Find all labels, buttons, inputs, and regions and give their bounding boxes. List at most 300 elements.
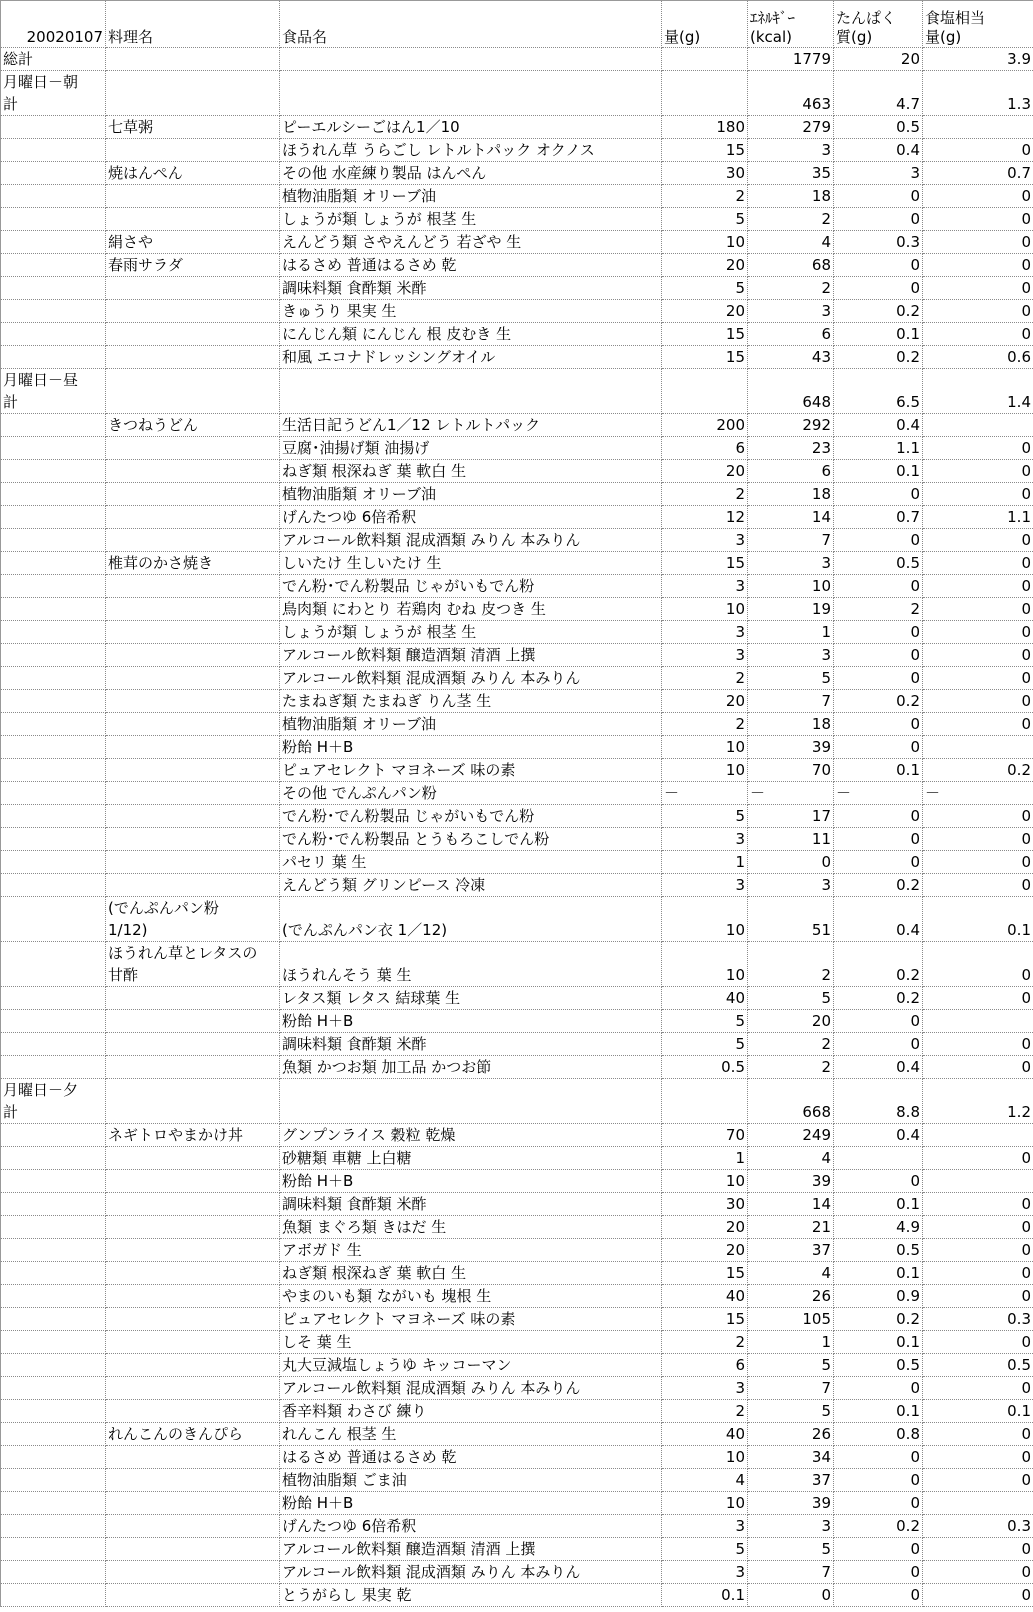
salt-cell[interactable]: 0 (923, 621, 1033, 644)
salt-cell[interactable]: 0.2 (923, 759, 1033, 782)
salt-cell[interactable]: 0 (923, 1262, 1033, 1285)
energy-cell[interactable]: 3 (748, 644, 834, 667)
food-cell[interactable]: 植物油脂類 オリーブ油 (280, 483, 662, 506)
salt-cell[interactable]: 1.2 (923, 1079, 1033, 1124)
salt-cell[interactable]: 0 (923, 851, 1033, 874)
food-cell[interactable] (280, 48, 662, 71)
salt-cell[interactable]: 0.1 (923, 897, 1033, 942)
salt-cell[interactable]: 0 (923, 1033, 1033, 1056)
food-cell[interactable]: げんたつゆ 6倍希釈 (280, 506, 662, 529)
amount-cell[interactable]: 20 (662, 460, 748, 483)
salt-cell[interactable]: 0 (923, 644, 1033, 667)
amount-cell[interactable]: 3 (662, 1515, 748, 1538)
dish-cell[interactable] (106, 1400, 280, 1423)
dish-cell[interactable] (106, 1239, 280, 1262)
amount-cell[interactable]: 5 (662, 1538, 748, 1561)
salt-cell[interactable]: 0.6 (923, 346, 1033, 369)
food-cell[interactable]: でん粉･でん粉製品 とうもろこしでん粉 (280, 828, 662, 851)
label-cell[interactable] (1, 437, 106, 460)
protein-cell[interactable]: 0.2 (834, 346, 923, 369)
dish-cell[interactable] (106, 713, 280, 736)
amount-cell[interactable]: 10 (662, 1170, 748, 1193)
amount-cell[interactable]: 20 (662, 1216, 748, 1239)
label-cell[interactable] (1, 1285, 106, 1308)
dish-cell[interactable] (106, 71, 280, 116)
dish-cell[interactable]: れんこんのきんぴら (106, 1423, 280, 1446)
food-cell[interactable]: ねぎ類 根深ねぎ 葉 軟白 生 (280, 1262, 662, 1285)
energy-cell[interactable]: 668 (748, 1079, 834, 1124)
amount-cell[interactable]: 10 (662, 759, 748, 782)
amount-cell[interactable]: 5 (662, 1010, 748, 1033)
food-cell[interactable]: その他 水産練り製品 はんぺん (280, 162, 662, 185)
energy-cell[interactable]: 43 (748, 346, 834, 369)
label-cell[interactable] (1, 1010, 106, 1033)
dish-cell[interactable] (106, 1033, 280, 1056)
food-cell[interactable]: (でんぷんパン衣 1／12) (280, 897, 662, 942)
salt-cell[interactable]: 0 (923, 437, 1033, 460)
protein-cell[interactable]: 0.1 (834, 1400, 923, 1423)
protein-cell[interactable]: 0 (834, 1469, 923, 1492)
amount-cell[interactable]: － (662, 782, 748, 805)
dish-cell[interactable] (106, 1285, 280, 1308)
amount-cell[interactable]: 5 (662, 805, 748, 828)
dish-cell[interactable] (106, 1079, 280, 1124)
salt-cell[interactable] (923, 1170, 1033, 1193)
label-cell[interactable] (1, 667, 106, 690)
label-cell[interactable] (1, 277, 106, 300)
salt-cell[interactable] (923, 116, 1033, 139)
salt-cell[interactable]: 0 (923, 254, 1033, 277)
energy-cell[interactable]: 2 (748, 1056, 834, 1079)
protein-cell[interactable]: 0.1 (834, 1193, 923, 1216)
label-cell[interactable] (1, 1239, 106, 1262)
salt-cell[interactable]: 0 (923, 1193, 1033, 1216)
food-cell[interactable]: アルコール飲料類 醸造酒類 清酒 上撰 (280, 1538, 662, 1561)
salt-cell[interactable]: 0 (923, 1469, 1033, 1492)
label-cell[interactable] (1, 300, 106, 323)
protein-cell[interactable]: 0 (834, 1377, 923, 1400)
food-cell[interactable] (280, 1079, 662, 1124)
salt-cell[interactable]: 0 (923, 713, 1033, 736)
food-cell[interactable]: ほうれん草 うらごし レトルトパック オクノス (280, 139, 662, 162)
salt-cell[interactable]: 1.4 (923, 369, 1033, 414)
food-cell[interactable]: 調味料類 食酢類 米酢 (280, 1193, 662, 1216)
energy-cell[interactable]: 51 (748, 897, 834, 942)
protein-cell[interactable]: 0 (834, 1033, 923, 1056)
amount-cell[interactable]: 10 (662, 736, 748, 759)
label-cell[interactable] (1, 828, 106, 851)
amount-cell[interactable]: 2 (662, 185, 748, 208)
dish-cell[interactable] (106, 575, 280, 598)
amount-cell[interactable]: 10 (662, 598, 748, 621)
dish-cell[interactable] (106, 851, 280, 874)
dish-cell[interactable]: 七草粥 (106, 116, 280, 139)
dish-cell[interactable] (106, 828, 280, 851)
energy-cell[interactable]: 7 (748, 690, 834, 713)
dish-cell[interactable] (106, 48, 280, 71)
label-cell[interactable] (1, 644, 106, 667)
salt-cell[interactable]: 0 (923, 529, 1033, 552)
energy-cell[interactable]: 4 (748, 1147, 834, 1170)
dish-cell[interactable] (106, 874, 280, 897)
energy-cell[interactable]: 17 (748, 805, 834, 828)
food-cell[interactable]: しょうが類 しょうが 根茎 生 (280, 208, 662, 231)
salt-cell[interactable]: 0.7 (923, 162, 1033, 185)
dish-cell[interactable]: ほうれん草とレタスの 甘酢 (106, 942, 280, 987)
food-cell[interactable]: 植物油脂類 オリーブ油 (280, 713, 662, 736)
salt-cell[interactable]: 0 (923, 185, 1033, 208)
amount-cell[interactable]: 3 (662, 1561, 748, 1584)
protein-cell[interactable]: 0.1 (834, 460, 923, 483)
label-cell[interactable] (1, 139, 106, 162)
amount-cell[interactable]: 1 (662, 851, 748, 874)
label-cell[interactable] (1, 1423, 106, 1446)
dish-cell[interactable]: 春雨サラダ (106, 254, 280, 277)
dish-cell[interactable] (106, 323, 280, 346)
dish-cell[interactable] (106, 369, 280, 414)
energy-cell[interactable]: 18 (748, 713, 834, 736)
salt-cell[interactable]: 0 (923, 483, 1033, 506)
label-cell[interactable] (1, 713, 106, 736)
dish-cell[interactable]: (でんぷんパン粉 1/12) (106, 897, 280, 942)
protein-cell[interactable]: 0.2 (834, 987, 923, 1010)
food-cell[interactable]: 香辛料類 わさび 練り (280, 1400, 662, 1423)
food-cell[interactable]: とうがらし 果実 乾 (280, 1584, 662, 1607)
energy-cell[interactable]: 5 (748, 1354, 834, 1377)
amount-cell[interactable]: 70 (662, 1124, 748, 1147)
protein-cell[interactable]: 0 (834, 667, 923, 690)
protein-cell[interactable]: 0 (834, 1010, 923, 1033)
amount-cell[interactable]: 10 (662, 1446, 748, 1469)
food-cell[interactable]: げんたつゆ 6倍希釈 (280, 1515, 662, 1538)
amount-cell[interactable]: 3 (662, 644, 748, 667)
salt-cell[interactable]: 0 (923, 598, 1033, 621)
food-cell[interactable]: えんどう類 グリンピース 冷凍 (280, 874, 662, 897)
header-salt-cell[interactable]: 食塩相当 量(g) (923, 1, 1033, 48)
header-dish-cell[interactable]: 料理名 (106, 1, 280, 48)
food-cell[interactable]: れんこん 根茎 生 (280, 1423, 662, 1446)
amount-cell[interactable]: 2 (662, 667, 748, 690)
amount-cell[interactable]: 2 (662, 483, 748, 506)
food-cell[interactable]: えんどう類 さやえんどう 若ざや 生 (280, 231, 662, 254)
protein-cell[interactable]: 0 (834, 1492, 923, 1515)
energy-cell[interactable]: 14 (748, 1193, 834, 1216)
energy-cell[interactable]: 3 (748, 1515, 834, 1538)
amount-cell[interactable]: 10 (662, 231, 748, 254)
energy-cell[interactable]: 105 (748, 1308, 834, 1331)
food-cell[interactable]: レタス類 レタス 結球葉 生 (280, 987, 662, 1010)
salt-cell[interactable]: － (923, 782, 1033, 805)
protein-cell[interactable]: 0 (834, 644, 923, 667)
dish-cell[interactable] (106, 1354, 280, 1377)
food-cell[interactable]: 調味料類 食酢類 米酢 (280, 277, 662, 300)
dish-cell[interactable] (106, 460, 280, 483)
amount-cell[interactable]: 40 (662, 1423, 748, 1446)
food-cell[interactable]: アルコール飲料類 混成酒類 みりん 本みりん (280, 1561, 662, 1584)
salt-cell[interactable]: 1.3 (923, 71, 1033, 116)
dish-cell[interactable] (106, 1010, 280, 1033)
energy-cell[interactable]: 21 (748, 1216, 834, 1239)
dish-cell[interactable] (106, 1538, 280, 1561)
energy-cell[interactable]: 4 (748, 231, 834, 254)
label-cell[interactable]: 総計 (1, 48, 106, 71)
energy-cell[interactable]: 463 (748, 71, 834, 116)
protein-cell[interactable]: 0 (834, 575, 923, 598)
amount-cell[interactable]: 1 (662, 1147, 748, 1170)
label-cell[interactable] (1, 162, 106, 185)
food-cell[interactable]: アルコール飲料類 混成酒類 みりん 本みりん (280, 529, 662, 552)
amount-cell[interactable]: 20 (662, 300, 748, 323)
energy-cell[interactable]: 11 (748, 828, 834, 851)
salt-cell[interactable] (923, 414, 1033, 437)
energy-cell[interactable]: 2 (748, 1033, 834, 1056)
dish-cell[interactable] (106, 1147, 280, 1170)
protein-cell[interactable]: 0 (834, 851, 923, 874)
amount-cell[interactable]: 12 (662, 506, 748, 529)
food-cell[interactable]: ピュアセレクト マヨネーズ 味の素 (280, 759, 662, 782)
energy-cell[interactable]: － (748, 782, 834, 805)
label-cell[interactable] (1, 506, 106, 529)
label-cell[interactable] (1, 323, 106, 346)
energy-cell[interactable]: 37 (748, 1239, 834, 1262)
amount-cell[interactable]: 2 (662, 713, 748, 736)
salt-cell[interactable] (923, 736, 1033, 759)
energy-cell[interactable]: 18 (748, 185, 834, 208)
energy-cell[interactable]: 3 (748, 874, 834, 897)
dish-cell[interactable] (106, 598, 280, 621)
protein-cell[interactable]: 0.3 (834, 231, 923, 254)
salt-cell[interactable]: 0 (923, 1561, 1033, 1584)
dish-cell[interactable] (106, 1561, 280, 1584)
amount-cell[interactable]: 2 (662, 1400, 748, 1423)
food-cell[interactable]: ピュアセレクト マヨネーズ 味の素 (280, 1308, 662, 1331)
energy-cell[interactable]: 7 (748, 529, 834, 552)
food-cell[interactable]: パセリ 葉 生 (280, 851, 662, 874)
label-cell[interactable] (1, 185, 106, 208)
dish-cell[interactable] (106, 1216, 280, 1239)
protein-cell[interactable]: 0.2 (834, 942, 923, 987)
dish-cell[interactable] (106, 139, 280, 162)
salt-cell[interactable]: 3.9 (923, 48, 1033, 71)
energy-cell[interactable]: 279 (748, 116, 834, 139)
salt-cell[interactable] (923, 1010, 1033, 1033)
energy-cell[interactable]: 292 (748, 414, 834, 437)
label-cell[interactable] (1, 1400, 106, 1423)
salt-cell[interactable]: 0 (923, 1216, 1033, 1239)
dish-cell[interactable]: 絹さや (106, 231, 280, 254)
energy-cell[interactable]: 19 (748, 598, 834, 621)
label-cell[interactable]: 月曜日－昼 計 (1, 369, 106, 414)
protein-cell[interactable]: 0.1 (834, 1262, 923, 1285)
dish-cell[interactable] (106, 208, 280, 231)
food-cell[interactable]: 魚類 まぐろ類 きはだ 生 (280, 1216, 662, 1239)
label-cell[interactable] (1, 1584, 106, 1607)
salt-cell[interactable] (923, 1124, 1033, 1147)
protein-cell[interactable]: 0 (834, 1561, 923, 1584)
label-cell[interactable] (1, 851, 106, 874)
protein-cell[interactable]: 0.2 (834, 1308, 923, 1331)
dish-cell[interactable]: ネギトロやまかけ丼 (106, 1124, 280, 1147)
salt-cell[interactable]: 0 (923, 1331, 1033, 1354)
food-cell[interactable]: アルコール飲料類 混成酒類 みりん 本みりん (280, 667, 662, 690)
salt-cell[interactable]: 0 (923, 1056, 1033, 1079)
dish-cell[interactable] (106, 782, 280, 805)
amount-cell[interactable]: 30 (662, 162, 748, 185)
protein-cell[interactable]: 0 (834, 208, 923, 231)
food-cell[interactable]: ねぎ類 根深ねぎ 葉 軟白 生 (280, 460, 662, 483)
amount-cell[interactable]: 3 (662, 1377, 748, 1400)
dish-cell[interactable] (106, 185, 280, 208)
label-cell[interactable] (1, 805, 106, 828)
protein-cell[interactable]: － (834, 782, 923, 805)
dish-cell[interactable] (106, 690, 280, 713)
food-cell[interactable]: でん粉･でん粉製品 じゃがいもでん粉 (280, 575, 662, 598)
protein-cell[interactable]: 0.1 (834, 1331, 923, 1354)
protein-cell[interactable]: 0 (834, 254, 923, 277)
protein-cell[interactable]: 0 (834, 529, 923, 552)
protein-cell[interactable]: 4.7 (834, 71, 923, 116)
label-cell[interactable] (1, 116, 106, 139)
amount-cell[interactable]: 20 (662, 1239, 748, 1262)
protein-cell[interactable]: 0.5 (834, 552, 923, 575)
energy-cell[interactable]: 2 (748, 208, 834, 231)
label-cell[interactable] (1, 1262, 106, 1285)
label-cell[interactable] (1, 346, 106, 369)
label-cell[interactable] (1, 254, 106, 277)
dish-cell[interactable] (106, 1492, 280, 1515)
food-cell[interactable]: ピーエルシーごはん1／10 (280, 116, 662, 139)
energy-cell[interactable]: 5 (748, 987, 834, 1010)
label-cell[interactable] (1, 460, 106, 483)
dish-cell[interactable] (106, 1469, 280, 1492)
energy-cell[interactable]: 5 (748, 667, 834, 690)
label-cell[interactable] (1, 414, 106, 437)
dish-cell[interactable] (106, 277, 280, 300)
label-cell[interactable] (1, 759, 106, 782)
label-cell[interactable] (1, 987, 106, 1010)
dish-cell[interactable]: 焼はんぺん (106, 162, 280, 185)
salt-cell[interactable]: 0 (923, 667, 1033, 690)
energy-cell[interactable]: 39 (748, 1170, 834, 1193)
food-cell[interactable]: たまねぎ類 たまねぎ りん茎 生 (280, 690, 662, 713)
label-cell[interactable] (1, 1056, 106, 1079)
protein-cell[interactable]: 0 (834, 483, 923, 506)
protein-cell[interactable]: 4.9 (834, 1216, 923, 1239)
label-cell[interactable] (1, 1469, 106, 1492)
food-cell[interactable]: 粉飴 H＋B (280, 1492, 662, 1515)
protein-cell[interactable]: 0.2 (834, 874, 923, 897)
energy-cell[interactable]: 3 (748, 300, 834, 323)
energy-cell[interactable]: 3 (748, 552, 834, 575)
dish-cell[interactable] (106, 805, 280, 828)
energy-cell[interactable]: 37 (748, 1469, 834, 1492)
amount-cell[interactable]: 15 (662, 323, 748, 346)
header-protein-cell[interactable]: たんぱく 質(g) (834, 1, 923, 48)
food-cell[interactable]: アルコール飲料類 混成酒類 みりん 本みりん (280, 1377, 662, 1400)
salt-cell[interactable]: 0 (923, 1147, 1033, 1170)
salt-cell[interactable]: 0 (923, 942, 1033, 987)
header-date-cell[interactable]: 20020107 (1, 1, 106, 48)
food-cell[interactable]: 植物油脂類 ごま油 (280, 1469, 662, 1492)
food-cell[interactable]: 和風 エコナドレッシングオイル (280, 346, 662, 369)
salt-cell[interactable]: 0 (923, 1423, 1033, 1446)
protein-cell[interactable]: 0 (834, 713, 923, 736)
label-cell[interactable] (1, 897, 106, 942)
amount-cell[interactable]: 5 (662, 208, 748, 231)
dish-cell[interactable] (106, 1446, 280, 1469)
amount-cell[interactable]: 0.5 (662, 1056, 748, 1079)
protein-cell[interactable]: 0.4 (834, 897, 923, 942)
salt-cell[interactable]: 0.1 (923, 1400, 1033, 1423)
food-cell[interactable]: 生活日記うどん1／12 レトルトパック (280, 414, 662, 437)
dish-cell[interactable] (106, 1308, 280, 1331)
label-cell[interactable] (1, 1331, 106, 1354)
dish-cell[interactable] (106, 437, 280, 460)
energy-cell[interactable]: 26 (748, 1285, 834, 1308)
amount-cell[interactable]: 10 (662, 942, 748, 987)
salt-cell[interactable] (923, 1492, 1033, 1515)
salt-cell[interactable]: 0 (923, 139, 1033, 162)
food-cell[interactable]: でん粉･でん粉製品 じゃがいもでん粉 (280, 805, 662, 828)
energy-cell[interactable]: 249 (748, 1124, 834, 1147)
label-cell[interactable] (1, 1446, 106, 1469)
amount-cell[interactable]: 200 (662, 414, 748, 437)
protein-cell[interactable]: 1.1 (834, 437, 923, 460)
energy-cell[interactable]: 0 (748, 851, 834, 874)
label-cell[interactable] (1, 598, 106, 621)
protein-cell[interactable]: 20 (834, 48, 923, 71)
amount-cell[interactable] (662, 71, 748, 116)
salt-cell[interactable]: 0 (923, 805, 1033, 828)
salt-cell[interactable]: 0 (923, 323, 1033, 346)
energy-cell[interactable]: 10 (748, 575, 834, 598)
salt-cell[interactable]: 0 (923, 552, 1033, 575)
label-cell[interactable] (1, 942, 106, 987)
dish-cell[interactable] (106, 529, 280, 552)
label-cell[interactable] (1, 1216, 106, 1239)
salt-cell[interactable]: 0 (923, 828, 1033, 851)
label-cell[interactable] (1, 736, 106, 759)
salt-cell[interactable]: 0 (923, 460, 1033, 483)
amount-cell[interactable]: 10 (662, 897, 748, 942)
amount-cell[interactable]: 6 (662, 437, 748, 460)
label-cell[interactable]: 月曜日－夕 計 (1, 1079, 106, 1124)
amount-cell[interactable]: 15 (662, 346, 748, 369)
label-cell[interactable] (1, 529, 106, 552)
food-cell[interactable] (280, 71, 662, 116)
label-cell[interactable] (1, 690, 106, 713)
amount-cell[interactable]: 3 (662, 529, 748, 552)
dish-cell[interactable] (106, 987, 280, 1010)
amount-cell[interactable]: 5 (662, 1033, 748, 1056)
salt-cell[interactable]: 0 (923, 1239, 1033, 1262)
energy-cell[interactable]: 6 (748, 323, 834, 346)
protein-cell[interactable]: 0 (834, 1538, 923, 1561)
dish-cell[interactable] (106, 736, 280, 759)
dish-cell[interactable] (106, 644, 280, 667)
amount-cell[interactable]: 2 (662, 1331, 748, 1354)
dish-cell[interactable] (106, 506, 280, 529)
label-cell[interactable] (1, 1377, 106, 1400)
energy-cell[interactable]: 5 (748, 1400, 834, 1423)
protein-cell[interactable]: 0 (834, 621, 923, 644)
label-cell[interactable] (1, 231, 106, 254)
label-cell[interactable] (1, 1354, 106, 1377)
amount-cell[interactable]: 20 (662, 254, 748, 277)
label-cell[interactable] (1, 1492, 106, 1515)
protein-cell[interactable]: 0 (834, 277, 923, 300)
label-cell[interactable] (1, 1308, 106, 1331)
